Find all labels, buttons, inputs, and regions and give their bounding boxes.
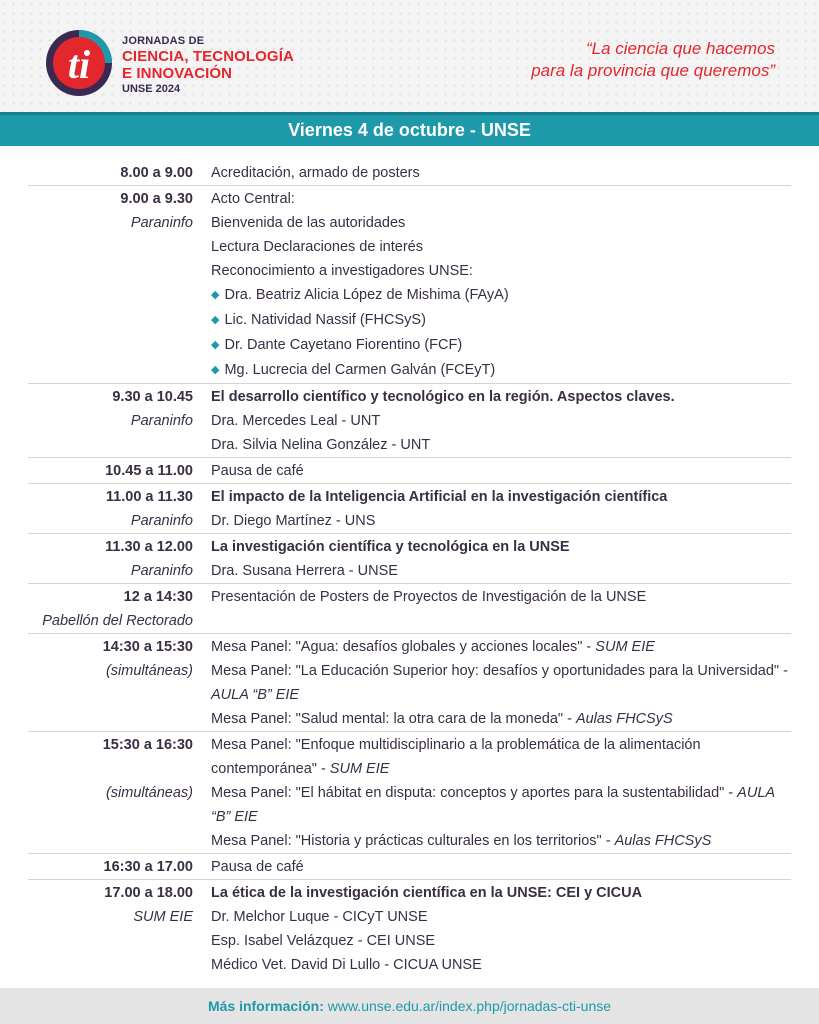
venue-label: Paraninfo bbox=[130, 215, 193, 231]
schedule-block bbox=[28, 854, 791, 880]
honoree-item bbox=[211, 358, 791, 383]
honoree-item bbox=[211, 333, 791, 358]
schedule-block bbox=[28, 584, 791, 634]
session-detail bbox=[211, 855, 791, 879]
time-slot: 15:30 a 16:30 bbox=[102, 737, 193, 753]
day-banner: Viernes 4 de octubre - UNSE bbox=[0, 112, 819, 146]
schedule-row bbox=[28, 659, 791, 707]
venue-label: Paraninfo bbox=[130, 563, 193, 579]
time-slot: 11.30 a 12.00 bbox=[105, 539, 193, 555]
schedule-block bbox=[28, 384, 791, 458]
time-slot: 9.30 a 10.45 bbox=[112, 389, 193, 405]
schedule-row bbox=[28, 358, 791, 383]
event-logo-text bbox=[122, 36, 294, 95]
session-detail-text: Lectura Declaraciones de interés bbox=[211, 239, 423, 255]
schedule-row bbox=[28, 459, 791, 483]
session-detail-text: Mesa Panel: "El hábitat en disputa: conceptos y aportes para la sustentabilidad" - bbox=[211, 785, 738, 801]
honoree-item bbox=[211, 308, 791, 333]
time-spacer bbox=[28, 829, 211, 853]
schedule-row bbox=[28, 929, 791, 953]
schedule-row bbox=[28, 385, 791, 409]
session-title bbox=[211, 881, 791, 905]
slogan-quote bbox=[531, 38, 775, 82]
venue-label: (simultáneas) bbox=[105, 663, 193, 679]
honoree-name: Dr. Dante Cayetano Fiorentino (FCF) bbox=[224, 337, 463, 353]
session-detail bbox=[211, 433, 791, 457]
schedule-block bbox=[28, 160, 791, 186]
schedule-row bbox=[28, 905, 791, 929]
schedule-block bbox=[28, 534, 791, 584]
time-spacer bbox=[28, 929, 211, 953]
session-detail-text: Pausa de café bbox=[211, 859, 304, 875]
session-detail bbox=[211, 259, 791, 283]
time-slot: 12 a 14:30 bbox=[123, 589, 193, 605]
session-detail-text: Esp. Isabel Velázquez - CEI UNSE bbox=[211, 933, 436, 949]
time-slot: 16:30 a 17.00 bbox=[103, 859, 193, 875]
session-detail-text: Bienvenida de las autoridades bbox=[211, 215, 406, 231]
schedule-row bbox=[28, 855, 791, 879]
session-detail-text: Presentación de Posters de Proyectos de Investigación de la UNSE bbox=[211, 589, 647, 605]
diamond-bullet-icon: ◆ bbox=[211, 289, 220, 301]
session-title-text: El desarrollo científico y tecnológico en la región. Aspectos claves. bbox=[211, 389, 675, 405]
session-detail bbox=[211, 635, 791, 659]
schedule-row bbox=[28, 409, 791, 433]
schedule-block bbox=[28, 634, 791, 732]
session-detail-text: Dra. Susana Herrera - UNSE bbox=[211, 563, 398, 579]
schedule-row bbox=[28, 187, 791, 211]
session-detail-text: Mesa Panel: "Agua: desafíos globales y acciones locales" - bbox=[211, 639, 596, 655]
time-slot: 14:30 a 15:30 bbox=[102, 639, 193, 655]
schedule-block bbox=[28, 458, 791, 484]
schedule-row bbox=[28, 781, 791, 829]
session-detail bbox=[211, 781, 791, 829]
session-detail bbox=[211, 409, 791, 433]
diamond-bullet-icon: ◆ bbox=[211, 364, 220, 376]
cti-logo-icon bbox=[44, 28, 114, 98]
session-detail-text: Acto Central: bbox=[211, 191, 295, 207]
logo-line-3: E INNOVACIÓN bbox=[122, 65, 233, 82]
session-detail-text: Acreditación, armado de posters bbox=[211, 165, 420, 181]
session-detail-text: Mesa Panel: "La Educación Superior hoy: desafíos y oportunidades para la Universidad" - bbox=[211, 663, 788, 679]
time-spacer bbox=[28, 953, 211, 977]
session-detail bbox=[211, 211, 791, 235]
schedule-block bbox=[28, 732, 791, 854]
session-detail-text: Médico Vet. David Di Lullo - CICUA UNSE bbox=[211, 957, 482, 973]
session-detail bbox=[211, 829, 791, 853]
session-detail bbox=[211, 161, 791, 185]
session-detail-text: Pausa de café bbox=[211, 463, 304, 479]
time-spacer bbox=[28, 433, 211, 457]
schedule-block bbox=[28, 186, 791, 384]
time-slot: 8.00 a 9.00 bbox=[120, 165, 193, 181]
session-detail-text: Mesa Panel: "Enfoque multidisciplinario a la problemática de la alimentación contemporánea" - bbox=[211, 737, 701, 777]
schedule-row bbox=[28, 953, 791, 977]
venue-label: (simultáneas) bbox=[105, 785, 193, 801]
footer bbox=[0, 988, 819, 1024]
schedule-row bbox=[28, 535, 791, 559]
schedule-row bbox=[28, 881, 791, 905]
diamond-bullet-icon: ◆ bbox=[211, 339, 220, 351]
venue-label: Pabellón del Rectorado bbox=[42, 613, 193, 629]
time-spacer bbox=[28, 259, 211, 283]
panel-venue: SUM EIE bbox=[329, 761, 390, 777]
session-detail bbox=[211, 509, 791, 533]
session-title-text: El impacto de la Inteligencia Artificial en la investigación científica bbox=[211, 489, 668, 505]
session-detail bbox=[211, 733, 791, 781]
logo-line-4: UNSE 2024 bbox=[122, 83, 181, 95]
footer-label: Más información: bbox=[207, 998, 324, 1014]
session-detail bbox=[211, 559, 791, 583]
logo-line-1: JORNADAS DE bbox=[122, 35, 205, 47]
session-detail bbox=[211, 459, 791, 483]
panel-venue: Aulas FHCSyS bbox=[575, 711, 673, 727]
schedule-row bbox=[28, 308, 791, 333]
time-slot: 17.00 a 18.00 bbox=[104, 885, 193, 901]
schedule-row bbox=[28, 161, 791, 185]
session-detail bbox=[211, 187, 791, 211]
session-title-text: La ética de la investigación científica en la UNSE: CEI y CICUA bbox=[211, 885, 643, 901]
schedule-row bbox=[28, 283, 791, 308]
time-spacer bbox=[28, 235, 211, 259]
session-detail bbox=[211, 707, 791, 731]
panel-venue: AULA “B” EIE bbox=[211, 785, 775, 825]
session-title bbox=[211, 535, 791, 559]
session-detail-text: Dr. Melchor Luque - CICyT UNSE bbox=[211, 909, 428, 925]
slogan-line-2: para la provincia que queremos” bbox=[531, 61, 775, 80]
schedule-row bbox=[28, 609, 791, 633]
time-spacer bbox=[28, 707, 211, 731]
session-detail-text: Reconocimiento a investigadores UNSE: bbox=[211, 263, 473, 279]
svg-text:ti: ti bbox=[67, 42, 91, 87]
honoree-name: Lic. Natividad Nassif (FHCSyS) bbox=[224, 312, 426, 328]
session-detail-text: Dra. Mercedes Leal - UNT bbox=[211, 413, 381, 429]
schedule-row bbox=[28, 829, 791, 853]
time-spacer bbox=[28, 283, 211, 308]
panel-venue: SUM EIE bbox=[595, 639, 655, 655]
header bbox=[0, 0, 819, 112]
session-detail bbox=[211, 659, 791, 707]
logo-line-2: CIENCIA, TECNOLOGÍA bbox=[122, 48, 294, 65]
session-detail bbox=[211, 585, 791, 609]
venue-label: SUM EIE bbox=[133, 909, 193, 925]
session-detail bbox=[211, 929, 791, 953]
panel-venue: Aulas FHCSyS bbox=[614, 833, 712, 849]
schedule-block bbox=[28, 880, 791, 977]
panel-venue: AULA “B” EIE bbox=[211, 687, 300, 703]
time-spacer bbox=[28, 358, 211, 383]
schedule-row bbox=[28, 485, 791, 509]
session-title bbox=[211, 385, 791, 409]
schedule-row bbox=[28, 211, 791, 235]
schedule-row bbox=[28, 707, 791, 731]
footer-url[interactable]: www.unse.edu.ar/index.php/jornadas-cti-unse bbox=[327, 998, 612, 1014]
honoree-item bbox=[211, 283, 791, 308]
session-detail-text: Dra. Silvia Nelina González - UNT bbox=[211, 437, 431, 453]
time-slot: 9.00 a 9.30 bbox=[120, 191, 193, 207]
time-slot: 11.00 a 11.30 bbox=[105, 489, 193, 505]
schedule-block bbox=[28, 484, 791, 534]
session-detail bbox=[211, 235, 791, 259]
schedule-row bbox=[28, 333, 791, 358]
session-detail-text: Dr. Diego Martínez - UNS bbox=[211, 513, 376, 529]
venue-label: Paraninfo bbox=[130, 513, 193, 529]
honoree-name: Mg. Lucrecia del Carmen Galván (FCEyT) bbox=[224, 362, 496, 378]
schedule-row bbox=[28, 433, 791, 457]
session-detail bbox=[211, 905, 791, 929]
schedule-row bbox=[28, 585, 791, 609]
time-spacer bbox=[28, 308, 211, 333]
session-title bbox=[211, 485, 791, 509]
schedule-table bbox=[0, 160, 819, 977]
time-slot: 10.45 a 11.00 bbox=[105, 463, 193, 479]
session-detail-text: Mesa Panel: "Historia y prácticas culturales en los territorios" - bbox=[211, 833, 615, 849]
schedule-row bbox=[28, 259, 791, 283]
slogan-line-1: “La ciencia que hacemos bbox=[585, 39, 775, 58]
session-detail-text: Mesa Panel: "Salud mental: la otra cara de la moneda" - bbox=[211, 711, 576, 727]
session-detail bbox=[211, 953, 791, 977]
time-spacer bbox=[28, 333, 211, 358]
session-title-text: La investigación científica y tecnológica en la UNSE bbox=[211, 539, 570, 555]
honoree-name: Dra. Beatriz Alicia López de Mishima (FAyA) bbox=[224, 287, 509, 303]
diamond-bullet-icon: ◆ bbox=[211, 314, 220, 326]
schedule-row bbox=[28, 559, 791, 583]
schedule-row bbox=[28, 733, 791, 781]
schedule-row bbox=[28, 635, 791, 659]
schedule-row bbox=[28, 509, 791, 533]
schedule-row bbox=[28, 235, 791, 259]
venue-label: Paraninfo bbox=[130, 413, 193, 429]
